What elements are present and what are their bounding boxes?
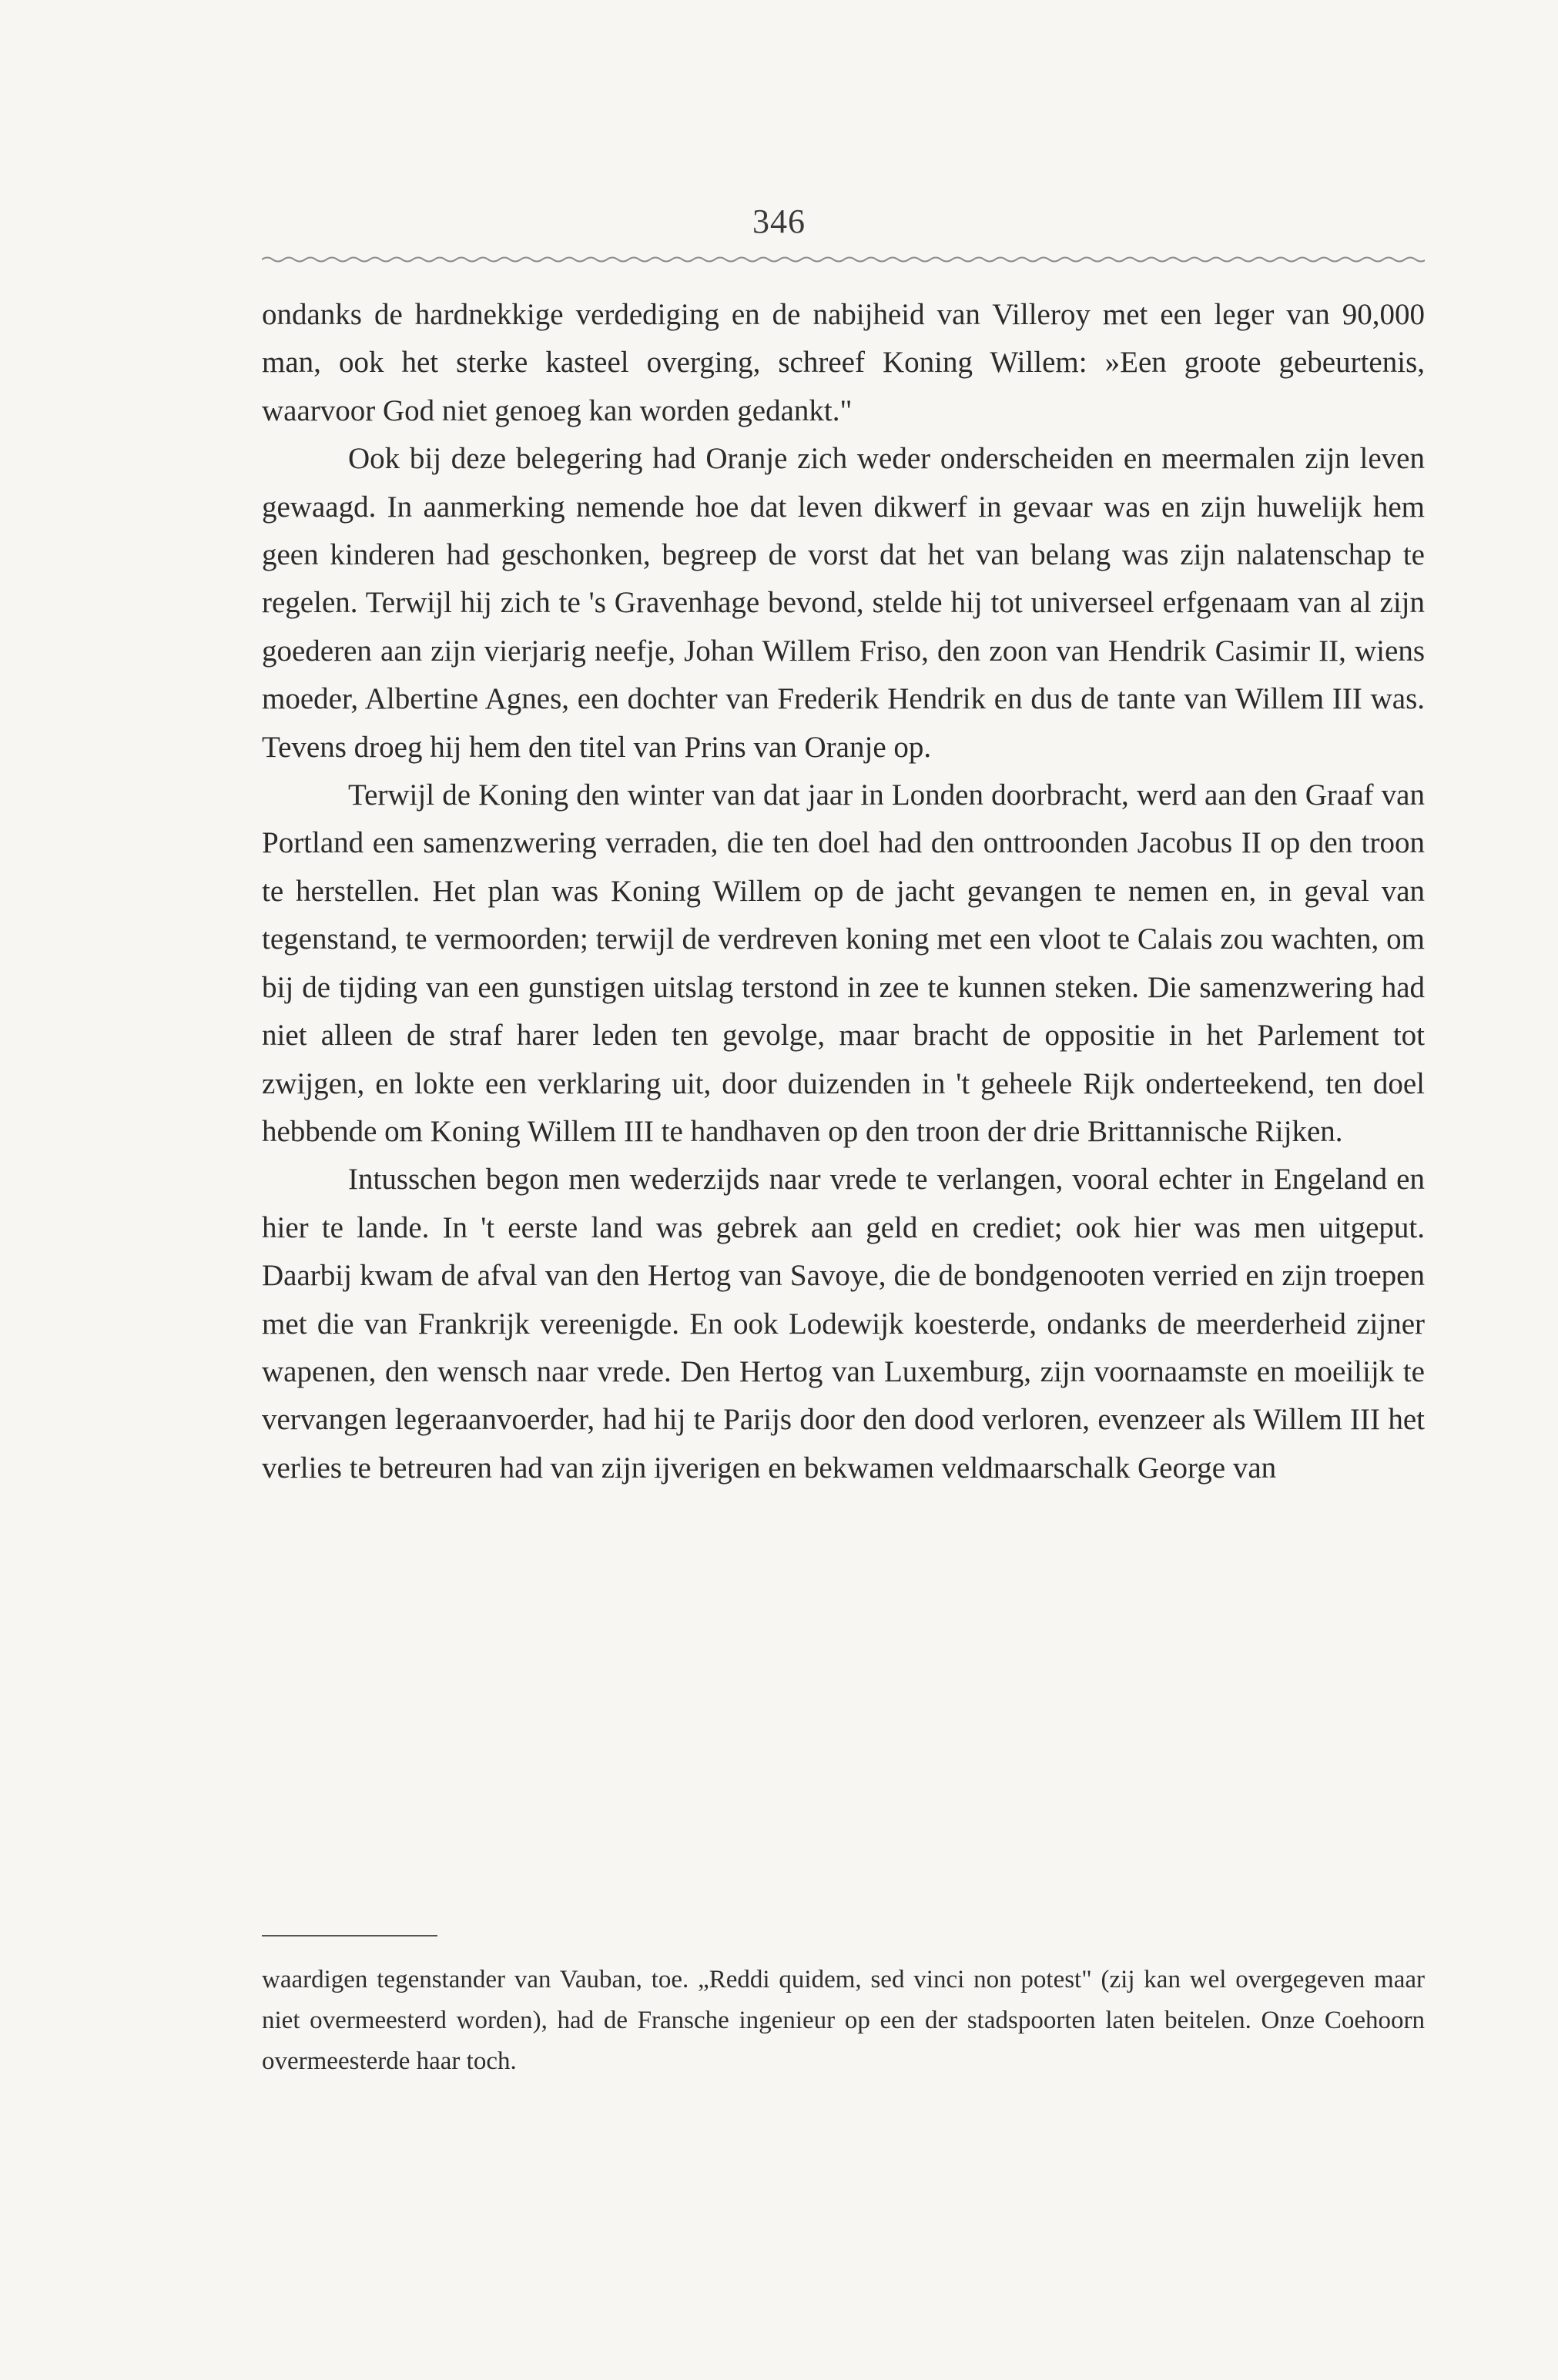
footnote: waardigen tegenstander van Vauban, toe. „Reddi quidem, sed vinci non potest" (zij kan wel overgegeven maar niet overmeesterd worden), had de Fransche ingenieur op een der stadspoorten laten beitelen. Onze Coehoorn overmeesterde haar toch. — [262, 1966, 1425, 2075]
footnote-divider — [262, 1935, 437, 1936]
body-text — [262, 291, 1425, 1492]
wavy-divider-rule — [262, 254, 1425, 265]
paragraph-4: Intusschen begon men wederzijds naar vrede te verlangen, vooral echter in Engeland en hier te lande. In 't eerste land was gebrek aan geld en crediet; ook hier was men uitgeput. Daarbij kwam de afval van den Hertog van Savoye, die de bondgenooten verried en zijn troepen met die van Frankrijk vereenigde. En ook Lodewijk koesterde, ondanks de meerderheid zijner wapenen, den wensch naar vrede. Den Hertog van Luxemburg, zijn voornaamste en moeilijk te vervangen legeraanvoerder, had hij te Parijs door den dood verloren, evenzeer als Willem III het verlies te betreuren had van zijn ijverigen en bekwamen veldmaarschalk George van — [262, 1163, 1425, 1485]
paragraph-1: ondanks de hardnekkige verdediging en de nabijheid van Villeroy met een leger van 90,000 man, ook het sterke kasteel overging, schreef Koning Willem: »Een groote gebeurtenis, waarvoor God niet genoeg kan worden gedankt." — [262, 298, 1425, 427]
paragraph-2: Ook bij deze belegering had Oranje zich weder onderscheiden en meermalen zijn leven gewaagd. In aanmerking nemende hoe dat leven dikwerf in gevaar was en zijn huwelijk hem geen kinderen had geschonken, begreep de vorst dat het van belang was zijn nalatenschap te regelen. Terwijl hij zich te 's Gravenhage bevond, stelde hij tot universeel erfgenaam van al zijn goederen aan zijn vierjarig neefje, Johan Willem Friso, den zoon van Hendrik Casimir II, wiens moeder, Albertine Agnes, een dochter van Frederik Hendrik en dus de tante van Willem III was. Tevens droeg hij hem den titel van Prins van Oranje op. — [262, 442, 1425, 764]
paragraph-3: Terwijl de Koning den winter van dat jaar in Londen doorbracht, werd aan den Graaf van Portland een samenzwering verraden, die ten doel had den onttroonden Jacobus II op den troon te herstellen. Het plan was Koning Willem op de jacht gevangen te nemen en, in geval van tegenstand, te vermoorden; terwijl de verdreven koning met een vloot te Calais zou wachten, om bij de tijding van een gunstigen uitslag terstond in zee te kunnen steken. Die samenzwering had niet alleen de straf harer leden ten gevolge, maar bracht de oppositie in het Parlement tot zwijgen, en lokte een verklaring uit, door duizenden in 't geheele Rijk onderteekend, ten doel hebbende om Koning Willem III te handhaven op den troon der drie Brittannische Rijken. — [262, 778, 1425, 1148]
page-number: 346 — [752, 203, 806, 240]
